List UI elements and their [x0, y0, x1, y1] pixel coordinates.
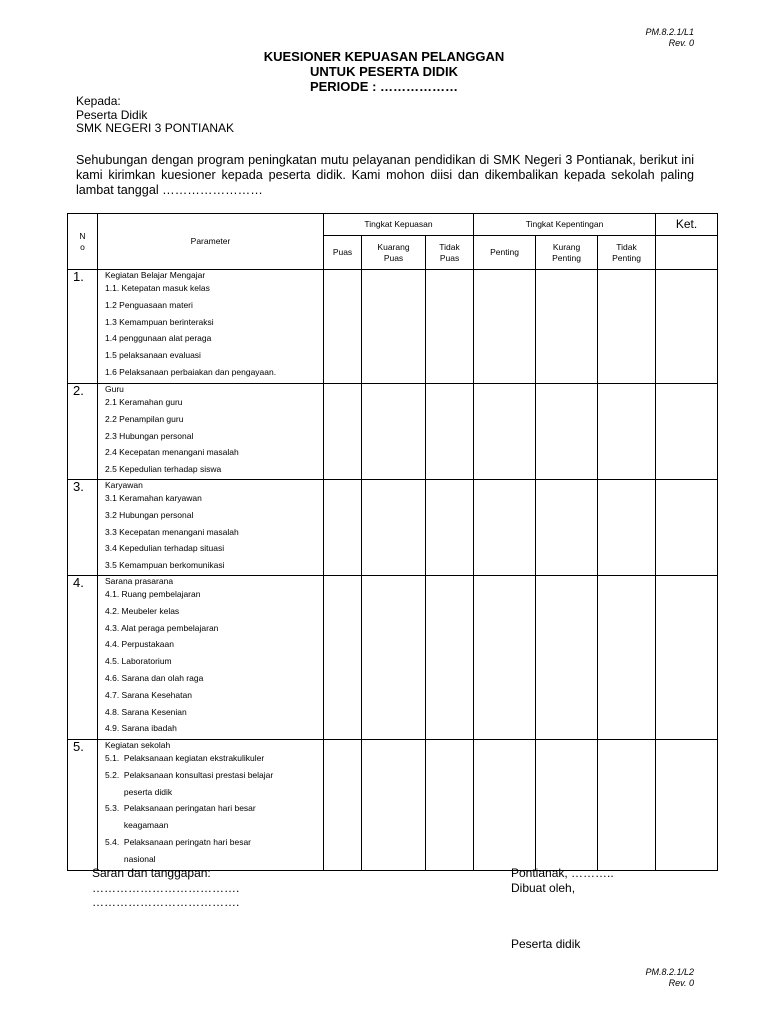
- address-school: SMK NEGERI 3 PONTIANAK: [76, 121, 235, 135]
- section-title: Guru: [105, 384, 124, 394]
- section-no: 2.: [68, 384, 98, 480]
- ket-cell[interactable]: [656, 270, 718, 384]
- section-row: [68, 270, 718, 384]
- answer-cell[interactable]: [426, 384, 474, 480]
- answer-cell[interactable]: [426, 480, 474, 576]
- intro-paragraph: Sehubungan dengan program peningkatan mutu pelayanan pendidikan di SMK Negeri 3 Pontianak, berikut ini kami kirimkan kuesioner kepada peserta didik. Kami mohon diisi dan dikembalikan kepada sekolah paling lambat tanggal ……………………: [76, 153, 694, 197]
- header-puas: Puas: [324, 236, 362, 270]
- param-item: 3.4 Kepedulian terhadap situasi: [105, 543, 225, 554]
- param-item: 1.5 pelaksanaan evaluasi: [105, 350, 201, 361]
- header-importance: Tingkat Kepentingan: [474, 214, 656, 236]
- title-line2: UNTUK PESERTA DIDIK: [309, 64, 459, 79]
- param-item: 3.5 Kemampuan berkomunikasi: [105, 560, 225, 571]
- answer-cell[interactable]: [536, 384, 598, 480]
- answer-cell[interactable]: [426, 740, 474, 871]
- section-row: [68, 576, 718, 740]
- section-parameters: [98, 384, 324, 480]
- ket-cell[interactable]: [656, 384, 718, 480]
- answer-cell[interactable]: [598, 740, 656, 871]
- header-no: [68, 214, 98, 270]
- answer-cell[interactable]: [324, 480, 362, 576]
- address-to-label: Kepada:: [76, 94, 121, 108]
- saran-dots-1[interactable]: ……………………………….: [92, 881, 240, 895]
- header-kurang-puas-l2: Puas: [383, 252, 404, 263]
- param-item: 2.3 Hubungan personal: [105, 430, 194, 441]
- param-item: 4.9. Sarana ibadah: [105, 723, 177, 734]
- doc-code-top-line1: PM.8.2.1/L1: [645, 27, 694, 37]
- doc-code-bottom: [560, 967, 694, 989]
- section-parameters: [98, 740, 324, 871]
- header-parameter: Parameter: [98, 214, 324, 270]
- answer-cell[interactable]: [474, 384, 536, 480]
- header-tidak-penting-l2: Penting: [612, 252, 641, 263]
- title-line3: PERIODE : ………………: [309, 79, 459, 94]
- param-item: 2.5 Kepedulian terhadap siswa: [105, 464, 222, 475]
- param-item: 4.1. Ruang pembelajaran: [105, 589, 201, 599]
- param-item: 3.2 Hubungan personal: [105, 509, 194, 520]
- made-by: Dibuat oleh,: [511, 881, 576, 895]
- param-item: 5.2. Pelaksanaan konsultasi prestasi belajar: [105, 769, 274, 780]
- header-ket: Ket.: [656, 214, 718, 236]
- param-item: 3.3 Kecepatan menangani masalah: [105, 526, 239, 537]
- section-title: Sarana prasarana: [105, 576, 174, 586]
- header-tidak-puas-l2: Puas: [439, 252, 460, 263]
- header-kurang-penting: [536, 236, 598, 270]
- answer-cell[interactable]: [474, 480, 536, 576]
- answer-cell[interactable]: [598, 384, 656, 480]
- section-title: Kegiatan Belajar Mengajar: [105, 270, 206, 280]
- param-item: 4.2. Meubeler kelas: [105, 605, 180, 616]
- param-item: nasional: [105, 853, 156, 864]
- param-item: 4.7. Sarana Kesehatan: [105, 689, 192, 700]
- param-item: 1.4 penggunaan alat peraga: [105, 333, 212, 344]
- answer-cell[interactable]: [598, 576, 656, 740]
- doc-code-top-line2: Rev. 0: [668, 38, 694, 48]
- questionnaire-table: [67, 213, 718, 871]
- header-tidak-puas-l1: Tidak: [439, 241, 460, 252]
- header-kurang-penting-l2: Penting: [552, 252, 581, 263]
- answer-cell[interactable]: [474, 270, 536, 384]
- section-parameters: [98, 576, 324, 740]
- answer-cell[interactable]: [536, 740, 598, 871]
- section-parameters: [98, 270, 324, 384]
- section-title: Karyawan: [105, 480, 143, 490]
- section-no: 4.: [68, 576, 98, 740]
- section-no: 1.: [68, 270, 98, 384]
- param-item: 2.2 Penampilan guru: [105, 413, 184, 424]
- saran-label: Saran dan tanggapan:: [92, 866, 211, 880]
- header-kurang-puas: [362, 236, 426, 270]
- answer-cell[interactable]: [536, 480, 598, 576]
- answer-cell[interactable]: [536, 576, 598, 740]
- section-no: 3.: [68, 480, 98, 576]
- doc-code-top: [560, 27, 694, 49]
- doc-code-bottom-line1: PM.8.2.1/L2: [645, 967, 694, 977]
- param-item: 1.3 Kemampuan berinteraksi: [105, 316, 214, 327]
- section-row: [68, 384, 718, 480]
- param-item: peserta didik: [105, 786, 173, 797]
- answer-cell[interactable]: [324, 740, 362, 871]
- answer-cell[interactable]: [474, 576, 536, 740]
- answer-cell[interactable]: [324, 576, 362, 740]
- param-item: 4.8. Sarana Kesenian: [105, 706, 187, 717]
- header-satisfaction: Tingkat Kepuasan: [324, 214, 474, 236]
- title-line1: KUESIONER KEPUASAN PELANGGAN: [263, 49, 505, 64]
- param-item: keagamaan: [105, 820, 169, 831]
- section-no: 5.: [68, 740, 98, 871]
- signer: Peserta didik: [511, 937, 581, 951]
- answer-cell[interactable]: [536, 270, 598, 384]
- answer-cell[interactable]: [426, 270, 474, 384]
- param-item: 2.1 Keramahan guru: [105, 397, 183, 407]
- header-kurang-penting-l1: Kurang: [552, 241, 581, 252]
- address-recipient: Peserta Didik: [76, 108, 148, 122]
- param-item: 4.6. Sarana dan olah raga: [105, 672, 204, 683]
- answer-cell[interactable]: [324, 384, 362, 480]
- section-title: Kegiatan sekolah: [105, 740, 171, 750]
- param-item: 5.3. Pelaksanaan peringatan hari besar: [105, 803, 256, 814]
- answer-cell[interactable]: [598, 480, 656, 576]
- param-item: 1.1. Ketepatan masuk kelas: [105, 283, 210, 293]
- param-item: 2.4 Kecepatan menangani masalah: [105, 447, 239, 458]
- section-parameters: [98, 480, 324, 576]
- header-ket-blank: [656, 236, 718, 270]
- answer-cell[interactable]: [362, 740, 426, 871]
- header-penting: Penting: [474, 236, 536, 270]
- ket-cell[interactable]: [656, 480, 718, 576]
- header-tidak-puas: [426, 236, 474, 270]
- param-item: 3.1 Keramahan karyawan: [105, 493, 202, 503]
- answer-cell[interactable]: [474, 740, 536, 871]
- doc-code-bottom-line2: Rev. 0: [668, 978, 694, 988]
- answer-cell[interactable]: [362, 384, 426, 480]
- header-tidak-penting: [598, 236, 656, 270]
- header-kurang-puas-l1: Kuarang: [377, 241, 410, 252]
- saran-dots-2[interactable]: ……………………………….: [92, 895, 240, 909]
- answer-cell[interactable]: [362, 576, 426, 740]
- answer-cell[interactable]: [324, 270, 362, 384]
- param-item: 5.1. Pelaksanaan kegiatan ekstrakulikuler: [105, 753, 265, 763]
- header-tidak-penting-l1: Tidak: [616, 241, 637, 252]
- ket-cell[interactable]: [656, 576, 718, 740]
- place-date: Pontianak, ………..: [511, 866, 614, 880]
- param-item: 4.3. Alat peraga pembelajaran: [105, 622, 219, 633]
- param-item: 4.5. Laboratorium: [105, 656, 172, 667]
- param-item: 1.6 Pelaksanaan perbaiakan dan pengayaan.: [105, 366, 277, 377]
- param-item: 1.2 Penguasaan materi: [105, 299, 193, 310]
- answer-cell[interactable]: [426, 576, 474, 740]
- param-item: 4.4. Perpustakaan: [105, 639, 174, 650]
- answer-cell[interactable]: [598, 270, 656, 384]
- answer-cell[interactable]: [362, 270, 426, 384]
- header-no-line1: N: [79, 230, 86, 241]
- ket-cell[interactable]: [656, 740, 718, 871]
- param-item: 5.4. Pelaksanaan peringatn hari besar: [105, 836, 252, 847]
- answer-cell[interactable]: [362, 480, 426, 576]
- section-row: [68, 740, 718, 871]
- section-row: [68, 480, 718, 576]
- header-no-line2: o: [80, 241, 85, 252]
